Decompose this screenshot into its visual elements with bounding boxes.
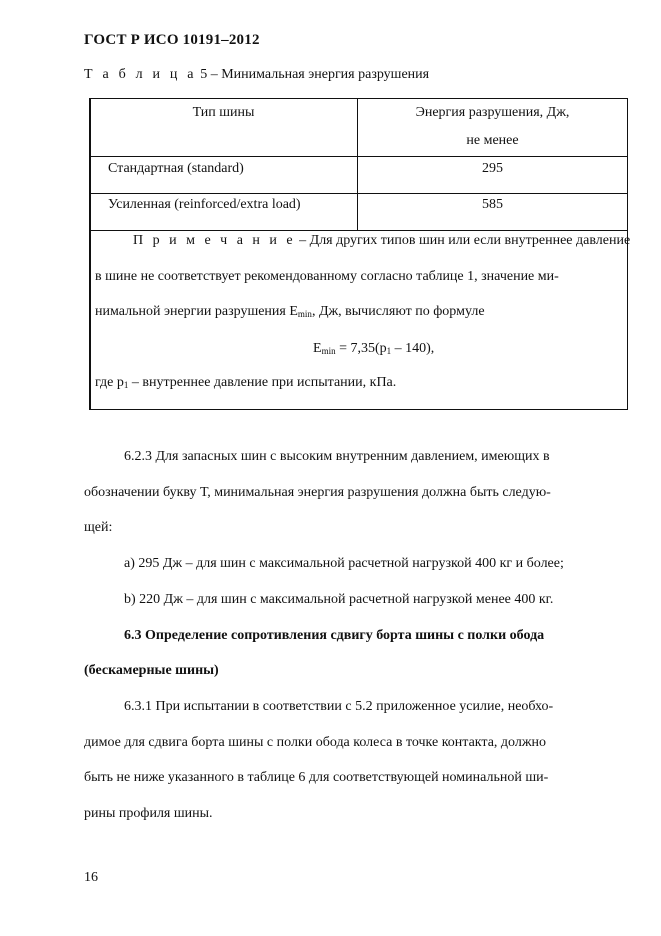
paragraph-6-3-1-line2: димое для сдвига борта шины с полки обода колеса в точке контакта, должно — [84, 735, 547, 750]
row-type-standard: Стандартная (standard) — [108, 161, 244, 176]
energy-table — [89, 98, 631, 410]
row-energy-standard: 295 — [482, 161, 503, 176]
section-6-3-heading-line2: (бескамерные шины) — [84, 663, 219, 678]
paragraph-6-2-3-line1: 6.2.3 Для запасных шин с высоким внутренним давлением, имеющих в — [124, 449, 550, 464]
column-header-energy-line1: Энергия разрушения, Дж, — [415, 105, 570, 120]
list-item-a: a) 295 Дж – для шин с максимальной расчетной нагрузкой 400 кг и более; — [124, 556, 564, 571]
column-header-energy-line2: не менее — [466, 133, 519, 148]
document-header: ГОСТ Р ИСО 10191–2012 — [84, 32, 260, 48]
paragraph-6-2-3-line2: обозначении букву Т, минимальная энергия разрушения должна быть следую- — [84, 485, 551, 500]
table-note-line1: П р и м е ч а н и е – Для других типов шин или если внутреннее давление — [133, 233, 631, 248]
table-caption-title: – Минимальная энергия разрушения — [207, 67, 430, 82]
table-caption-number: 5 — [196, 67, 208, 82]
paragraph-6-3-1-line4: рины профиля шины. — [84, 806, 213, 821]
list-item-b: b) 220 Дж – для шин с максимальной расчетной нагрузкой менее 400 кг. — [124, 592, 554, 607]
page-number: 16 — [84, 870, 98, 885]
column-header-type: Тип шины — [192, 105, 255, 120]
paragraph-6-2-3-line3: щей: — [84, 520, 113, 535]
table-header-divider — [90, 156, 627, 157]
table-note-line5: где $p_1$ – внутреннее давление при испытании, кПа. — [95, 375, 397, 390]
paragraph-6-3-1-line1: 6.3.1 При испытании в соответствии с 5.2 приложенное усилие, необхо- — [124, 699, 554, 714]
table-note-line3: нимальной энергии разрушения $E_{min}$, Дж, вычисляют по формуле — [95, 304, 485, 319]
table-note-line2: в шине не соответствует рекомендованному согласно таблице 1, значение ми- — [95, 269, 559, 284]
table-left-edge — [89, 99, 91, 409]
section-6-3-heading-line1: 6.3 Определение сопротивления сдвигу борта шины с полки обода — [124, 628, 545, 643]
paragraph-6-3-1-line3: быть не ниже указанного в таблице 6 для соответствующей номинальной ши- — [84, 770, 549, 785]
table-caption-label: Т а б л и ц а — [84, 67, 197, 82]
table-caption — [84, 67, 429, 83]
table-note-divider — [90, 230, 627, 231]
table-note-formula: $E_{min} = 7,35(p_1 - 140)$, — [313, 341, 435, 356]
row-type-reinforced: Усиленная (reinforced/extra load) — [108, 197, 301, 212]
note-label: П р и м е ч а н и е — [133, 233, 296, 248]
table-row-divider — [90, 193, 627, 194]
row-energy-reinforced: 585 — [482, 197, 503, 212]
